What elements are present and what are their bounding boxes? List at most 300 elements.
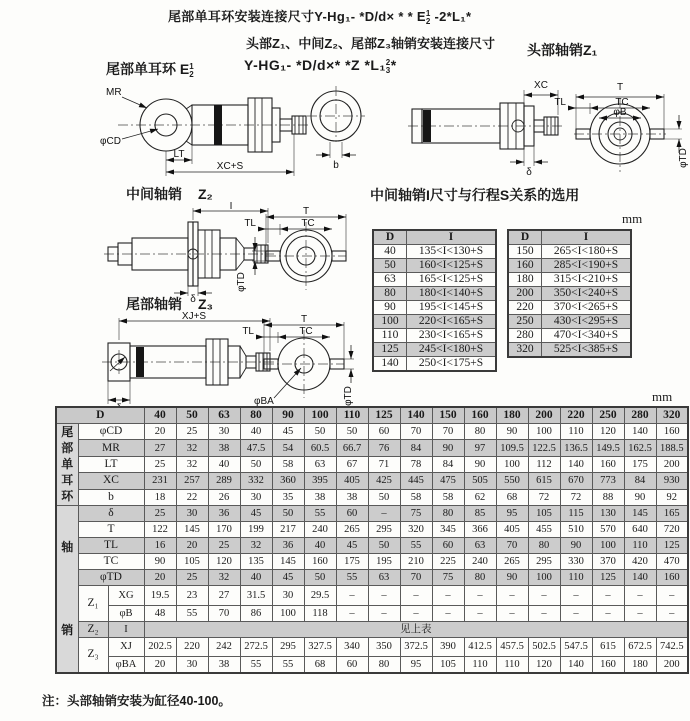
value-cell: – — [368, 605, 400, 621]
value-cell: 71 — [368, 456, 400, 472]
value-cell: 60 — [432, 538, 464, 554]
table-row — [56, 522, 688, 538]
table-row — [508, 329, 631, 343]
value-cell: 90 — [464, 456, 496, 472]
value-cell: 160 — [592, 657, 624, 674]
pin-type-cell: Z₃ — [78, 637, 108, 673]
phitd-label: φTD — [236, 272, 247, 292]
xcs-label: XC+S — [216, 161, 244, 172]
value-cell: 366 — [464, 522, 496, 538]
bore-cell: 140 — [373, 357, 407, 372]
column-header: D — [508, 230, 542, 245]
table-row — [56, 473, 688, 489]
value-cell: 30 — [176, 657, 208, 674]
value-cell: 50 — [272, 506, 304, 522]
big-table-unit: mm — [652, 389, 673, 404]
value-cell: 265 — [496, 554, 528, 570]
range-cell: 285<I<190+S — [542, 259, 632, 273]
table-row — [373, 315, 496, 329]
range-cell: 230<I<165+S — [407, 329, 497, 343]
value-cell: 47.5 — [240, 440, 272, 456]
value-cell: 38 — [208, 657, 240, 674]
range-cell: 525<I<385+S — [542, 343, 632, 358]
bore-cell: 110 — [373, 329, 407, 343]
value-cell: – — [624, 586, 656, 606]
column-header: 200 — [528, 407, 560, 424]
value-cell: 670 — [560, 473, 592, 489]
tail-pin-drawing — [96, 312, 358, 412]
value-cell: 105 — [176, 554, 208, 570]
value-cell: 70 — [432, 424, 464, 440]
value-cell: 242 — [208, 637, 240, 657]
value-cell: 30 — [208, 424, 240, 440]
value-cell: 165 — [656, 506, 688, 522]
value-cell: 327.5 — [304, 637, 336, 657]
value-cell: 502.5 — [528, 637, 560, 657]
table-row — [508, 301, 631, 315]
row-label: TC — [78, 554, 144, 570]
value-cell: 100 — [272, 605, 304, 621]
column-header: 100 — [304, 407, 336, 424]
value-cell: 23 — [176, 586, 208, 606]
value-cell: 125 — [592, 570, 624, 586]
column-header: I — [542, 230, 632, 245]
table-row — [373, 273, 496, 287]
value-cell: 70 — [208, 605, 240, 621]
xjs-label: XJ+S — [181, 311, 207, 322]
value-cell: 217 — [272, 522, 304, 538]
bore-cell: 200 — [508, 287, 542, 301]
table-row — [56, 637, 688, 657]
tc-label: TC — [299, 326, 313, 337]
selection-title: 中间轴销I尺寸与行程S关系的选用 — [370, 187, 580, 203]
value-cell: – — [528, 605, 560, 621]
value-cell: 26 — [208, 489, 240, 505]
value-cell: 58 — [400, 489, 432, 505]
value-cell: 19.5 — [144, 586, 176, 606]
value-cell: 63 — [304, 456, 336, 472]
value-cell: 62 — [464, 489, 496, 505]
value-cell: 38 — [336, 489, 368, 505]
value-cell: 60 — [336, 506, 368, 522]
value-cell: 60 — [336, 657, 368, 674]
tail-eye-heading: 尾部单耳环 E 1 2 — [106, 61, 194, 79]
row-label: MR — [78, 440, 144, 456]
selection-section — [370, 185, 690, 369]
value-cell: 112 — [528, 456, 560, 472]
value-cell: 295 — [272, 637, 304, 657]
value-cell: 122.5 — [528, 440, 560, 456]
table-row — [373, 259, 496, 273]
value-cell: 80 — [464, 570, 496, 586]
value-cell: 30 — [240, 489, 272, 505]
s-label: δ — [190, 294, 196, 305]
value-cell: 90 — [624, 489, 656, 505]
title-text: 尾部单耳环安装连接尺寸Y-Hg₁- *D/d× * * E — [168, 9, 426, 24]
column-header: 63 — [208, 407, 240, 424]
value-cell: – — [400, 605, 432, 621]
value-cell: 105 — [528, 506, 560, 522]
range-cell: 135<I<130+S — [407, 245, 497, 259]
table-row — [56, 424, 688, 440]
row-label: φB — [108, 605, 144, 621]
value-cell: 76 — [368, 440, 400, 456]
value-cell: 122 — [144, 522, 176, 538]
value-cell: 200 — [656, 657, 688, 674]
range-cell: 430<I<295+S — [542, 315, 632, 329]
row-group-label: 尾 部 单 耳 环 — [56, 424, 78, 506]
value-cell: 265 — [336, 522, 368, 538]
phiba-label: φBA — [254, 396, 274, 407]
value-cell: 60 — [368, 424, 400, 440]
value-cell: – — [400, 586, 432, 606]
dimension-table — [55, 406, 689, 674]
table-row — [508, 343, 631, 358]
value-cell: 97 — [464, 440, 496, 456]
value-cell: 40 — [240, 570, 272, 586]
value-cell: 85 — [464, 506, 496, 522]
value-cell: – — [528, 586, 560, 606]
value-cell: 110 — [560, 424, 592, 440]
value-cell: 457.5 — [496, 637, 528, 657]
table-row — [373, 287, 496, 301]
value-cell: 27 — [144, 440, 176, 456]
value-cell: – — [368, 586, 400, 606]
value-cell: 84 — [400, 440, 432, 456]
range-cell: 165<I<125+S — [407, 273, 497, 287]
value-cell: 547.5 — [560, 637, 592, 657]
value-cell: 445 — [400, 473, 432, 489]
lt-label: LT — [173, 149, 185, 160]
row-group-label: 轴 销 — [56, 506, 78, 674]
value-cell: 90 — [560, 538, 592, 554]
column-header: 150 — [432, 407, 464, 424]
value-cell: 109.5 — [496, 440, 528, 456]
value-cell: – — [656, 605, 688, 621]
cd-label: φCD — [100, 136, 121, 147]
value-cell: 330 — [560, 554, 592, 570]
value-cell: 140 — [624, 424, 656, 440]
column-header: 80 — [240, 407, 272, 424]
value-cell: 55 — [272, 657, 304, 674]
table-row — [373, 329, 496, 343]
value-cell: 45 — [240, 506, 272, 522]
value-cell: 58 — [432, 489, 464, 505]
value-cell: 67 — [336, 456, 368, 472]
value-cell: 145 — [176, 522, 208, 538]
value-cell: 160 — [592, 456, 624, 472]
value-cell: 345 — [432, 522, 464, 538]
value-cell: 30 — [272, 586, 304, 606]
column-header: 160 — [464, 407, 496, 424]
bore-cell: 100 — [373, 315, 407, 329]
table-row — [56, 570, 688, 586]
value-cell: 55 — [336, 570, 368, 586]
value-cell: 188.5 — [656, 440, 688, 456]
value-cell: 615 — [528, 473, 560, 489]
value-cell: 80 — [464, 424, 496, 440]
value-cell: 100 — [592, 538, 624, 554]
value-cell: 20 — [176, 538, 208, 554]
dimension-table-section — [55, 406, 689, 674]
value-cell: 50 — [304, 570, 336, 586]
value-cell: 63 — [368, 570, 400, 586]
value-cell: 220 — [176, 637, 208, 657]
value-cell: 68 — [496, 489, 528, 505]
value-cell: 16 — [144, 538, 176, 554]
bore-cell: 150 — [508, 245, 542, 259]
value-cell: 160 — [304, 554, 336, 570]
value-cell: 110 — [560, 570, 592, 586]
table-row — [508, 245, 631, 259]
t-label: T — [302, 206, 310, 217]
value-cell: 35 — [272, 489, 304, 505]
column-header: 320 — [656, 407, 688, 424]
value-cell: 225 — [432, 554, 464, 570]
table-row — [56, 456, 688, 472]
value-cell: 45 — [272, 424, 304, 440]
value-cell: 32 — [176, 456, 208, 472]
value-cell: 295 — [368, 522, 400, 538]
value-cell: – — [496, 605, 528, 621]
value-cell: 405 — [496, 522, 528, 538]
column-header: 220 — [560, 407, 592, 424]
value-cell: 30 — [176, 506, 208, 522]
value-cell: 55 — [304, 506, 336, 522]
bore-cell: 50 — [373, 259, 407, 273]
table-header-row — [373, 230, 496, 245]
phitd-label: φTD — [678, 148, 689, 168]
range-cell: 180<I<140+S — [407, 287, 497, 301]
head-pin-drawing — [398, 74, 690, 186]
range-cell: 470<I<340+S — [542, 329, 632, 343]
value-cell: 36 — [208, 506, 240, 522]
row-label: XC — [78, 473, 144, 489]
value-cell: 115 — [560, 506, 592, 522]
value-cell: 125 — [656, 538, 688, 554]
table-row — [56, 586, 688, 606]
value-cell: 110 — [496, 657, 528, 674]
value-cell: 100 — [528, 424, 560, 440]
value-cell: 50 — [336, 424, 368, 440]
value-cell: 72 — [560, 489, 592, 505]
value-cell: 55 — [400, 538, 432, 554]
pin-type-cell: Z₁ — [78, 586, 108, 622]
value-cell: 27 — [208, 586, 240, 606]
value-cell: 100 — [528, 570, 560, 586]
value-cell: 25 — [176, 570, 208, 586]
value-cell: 930 — [656, 473, 688, 489]
value-cell: 84 — [624, 473, 656, 489]
value-cell: 395 — [304, 473, 336, 489]
value-cell: – — [592, 586, 624, 606]
row-label: LT — [78, 456, 144, 472]
value-cell: 58 — [272, 456, 304, 472]
value-cell: 32 — [208, 570, 240, 586]
value-cell: – — [464, 605, 496, 621]
row-label: φCD — [78, 424, 144, 440]
value-cell: – — [336, 605, 368, 621]
column-header: 140 — [400, 407, 432, 424]
table-row — [56, 506, 688, 522]
row-label: XJ — [108, 637, 144, 657]
value-cell: 80 — [368, 657, 400, 674]
column-header: 50 — [176, 407, 208, 424]
t-label: T — [300, 314, 308, 325]
value-cell: 615 — [592, 637, 624, 657]
row-label: φBA — [108, 657, 144, 674]
column-header: 40 — [144, 407, 176, 424]
table-row — [56, 440, 688, 456]
value-cell: – — [560, 586, 592, 606]
column-header: 280 — [624, 407, 656, 424]
value-cell: 18 — [144, 489, 176, 505]
range-cell: 245<I<180+S — [407, 343, 497, 357]
value-cell: 200 — [656, 456, 688, 472]
model-formula: Y-HG₁- *D/d×* *Z *L₁ 2 3 * — [244, 57, 397, 75]
value-cell: – — [656, 586, 688, 606]
value-cell: 80 — [432, 506, 464, 522]
page-title: 尾部单耳环安装连接尺寸Y-Hg₁- *D/d× * * E 1 2 -2*L₁* — [168, 9, 472, 26]
range-cell: 250<I<175+S — [407, 357, 497, 372]
value-cell: 25 — [144, 456, 176, 472]
value-cell: 75 — [432, 570, 464, 586]
value-cell: 372.5 — [400, 637, 432, 657]
pin-type-cell: Z₂ — [78, 621, 108, 637]
column-header: 250 — [592, 407, 624, 424]
value-cell: 55 — [240, 657, 272, 674]
s-label: δ — [526, 167, 532, 178]
head-pin-heading: 头部轴销Z₁ — [527, 42, 598, 58]
value-cell: 95 — [400, 657, 432, 674]
value-cell: 773 — [592, 473, 624, 489]
value-cell: 55 — [176, 605, 208, 621]
column-header: 90 — [272, 407, 304, 424]
value-cell: 54 — [272, 440, 304, 456]
value-cell: 88 — [592, 489, 624, 505]
fraction: 1 2 — [189, 62, 194, 79]
value-cell: 140 — [560, 657, 592, 674]
row-label: b — [78, 489, 144, 505]
value-cell: 390 — [432, 637, 464, 657]
mid-pin-heading: 中间轴销 Z₂ — [126, 186, 213, 202]
value-cell: 29.5 — [304, 586, 336, 606]
range-cell: 370<I<265+S — [542, 301, 632, 315]
table-header-row — [56, 407, 688, 424]
value-cell: 640 — [624, 522, 656, 538]
value-cell: 90 — [496, 424, 528, 440]
value-cell: 160 — [656, 570, 688, 586]
column-header: 180 — [496, 407, 528, 424]
value-cell: 68 — [304, 657, 336, 674]
value-cell: 420 — [624, 554, 656, 570]
value-cell: – — [432, 605, 464, 621]
value-cell: 60.5 — [304, 440, 336, 456]
footnote: 注：头部轴销安装为缸径40-100。 — [42, 694, 231, 708]
value-cell: 78 — [400, 456, 432, 472]
value-cell: 100 — [496, 456, 528, 472]
value-cell: 40 — [240, 424, 272, 440]
value-cell: 240 — [304, 522, 336, 538]
value-cell: 195 — [368, 554, 400, 570]
value-cell: 50 — [368, 489, 400, 505]
selection-unit: mm — [622, 211, 643, 226]
value-cell: 240 — [464, 554, 496, 570]
value-cell: 20 — [144, 570, 176, 586]
value-cell: 320 — [400, 522, 432, 538]
column-header: D — [373, 230, 407, 245]
phib-label: φB — [613, 107, 627, 118]
selection-table-left — [372, 229, 497, 372]
value-cell: 470 — [656, 554, 688, 570]
range-cell: 220<I<165+S — [407, 315, 497, 329]
value-cell: 120 — [592, 424, 624, 440]
value-cell: 50 — [240, 456, 272, 472]
table-row — [56, 489, 688, 505]
value-cell: 40 — [208, 456, 240, 472]
bore-cell: 63 — [373, 273, 407, 287]
value-cell: 370 — [592, 554, 624, 570]
fraction: 1 2 — [425, 9, 431, 26]
value-cell: 70 — [400, 570, 432, 586]
value-cell: 95 — [496, 506, 528, 522]
value-cell: 38 — [304, 489, 336, 505]
value-cell: 48 — [144, 605, 176, 621]
value-cell: 90 — [144, 554, 176, 570]
value-cell: 25 — [208, 538, 240, 554]
range-cell: 315<I<210+S — [542, 273, 632, 287]
table-row — [508, 273, 631, 287]
range-cell: 160<I<125+S — [407, 259, 497, 273]
t-label: T — [616, 82, 624, 93]
bore-cell: 220 — [508, 301, 542, 315]
value-cell: 110 — [624, 538, 656, 554]
value-cell: 475 — [432, 473, 464, 489]
value-cell: 75 — [400, 506, 432, 522]
table-row — [508, 315, 631, 329]
bore-cell: 250 — [508, 315, 542, 329]
value-cell: 412.5 — [464, 637, 496, 657]
value-cell: 120 — [528, 657, 560, 674]
table-row — [56, 554, 688, 570]
table-row — [56, 538, 688, 554]
xc-label: XC — [534, 80, 548, 91]
value-cell: 118 — [304, 605, 336, 621]
value-cell: 25 — [144, 506, 176, 522]
tl-label: TL — [554, 97, 566, 108]
value-cell: 120 — [208, 554, 240, 570]
value-cell: – — [592, 605, 624, 621]
column-header: 125 — [368, 407, 400, 424]
value-cell: 295 — [528, 554, 560, 570]
value-cell: 202.5 — [144, 637, 176, 657]
row-label: TL — [78, 538, 144, 554]
table-row — [56, 657, 688, 674]
value-cell: 505 — [464, 473, 496, 489]
value-cell: 175 — [624, 456, 656, 472]
value-cell: 70 — [400, 424, 432, 440]
value-cell: 360 — [272, 473, 304, 489]
value-cell: 162.5 — [624, 440, 656, 456]
value-cell: 110 — [464, 657, 496, 674]
table-row — [373, 357, 496, 372]
value-cell: 455 — [528, 522, 560, 538]
column-header: D — [56, 407, 144, 424]
value-cell: 90 — [496, 570, 528, 586]
value-cell: 72 — [528, 489, 560, 505]
value-cell: 332 — [240, 473, 272, 489]
range-cell: 350<I<240+S — [542, 287, 632, 301]
